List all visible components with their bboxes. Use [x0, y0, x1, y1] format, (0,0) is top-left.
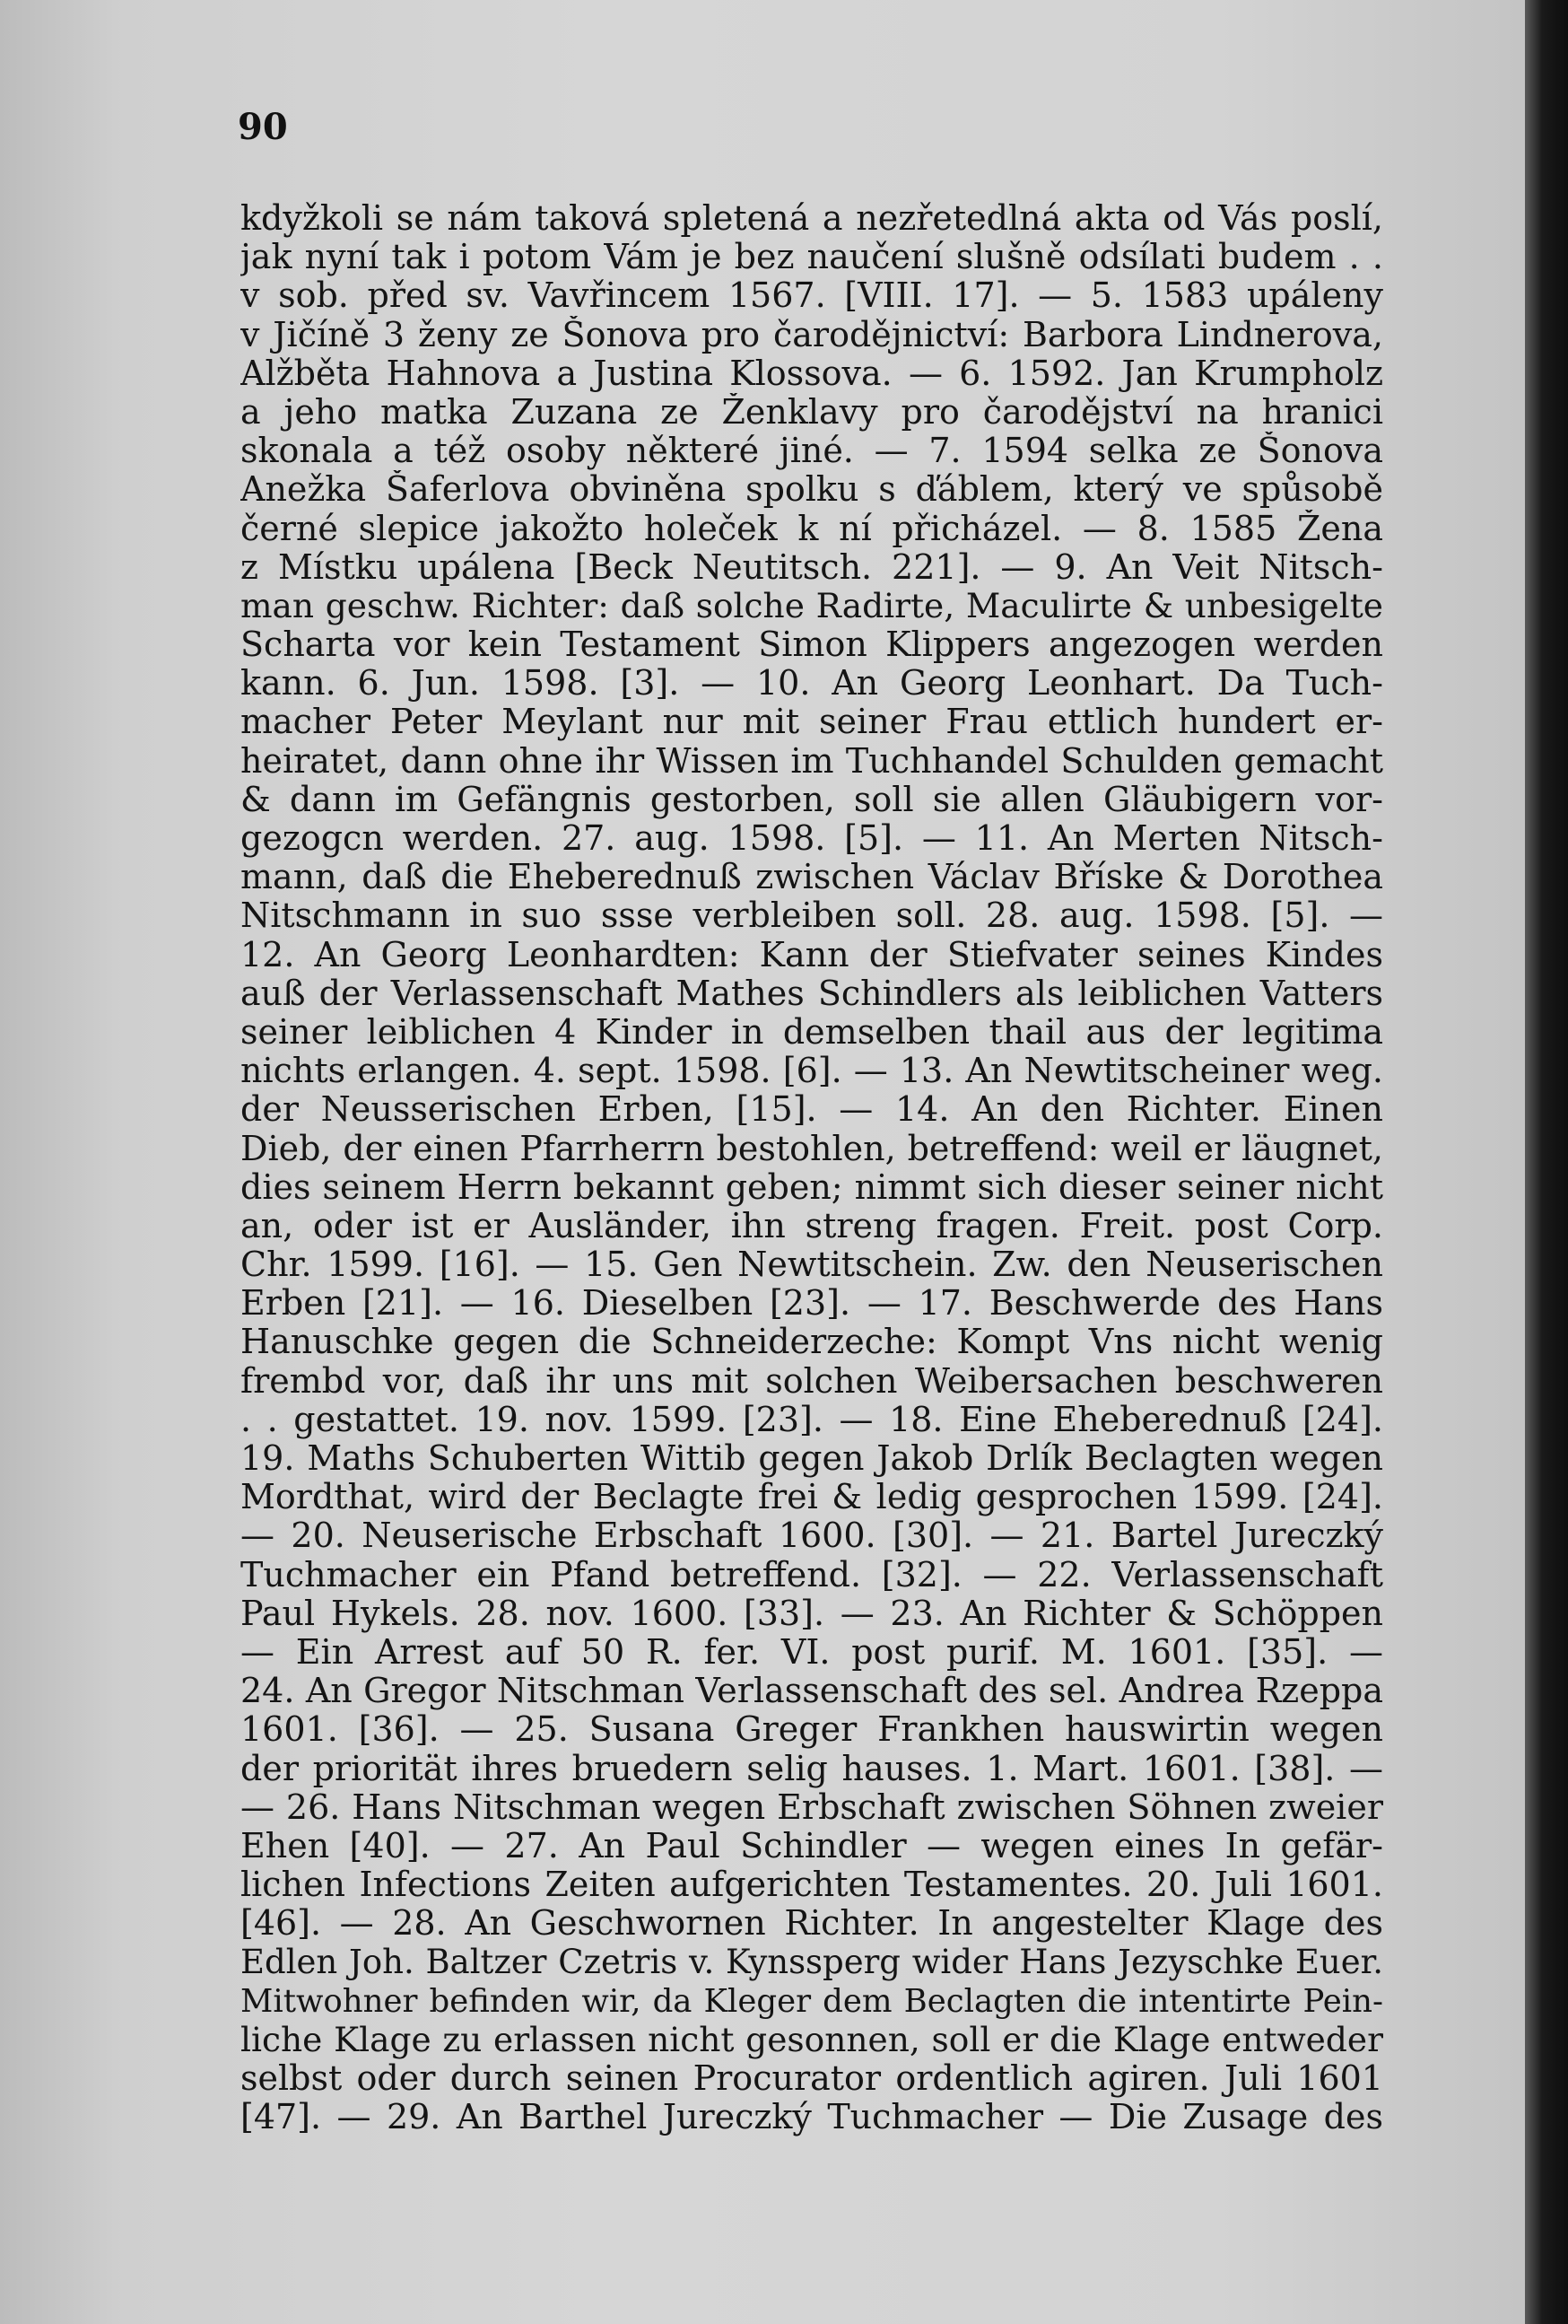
- text-line: 24. An Gregor Nitschman Verlassenschaft des sel. Andrea Rzeppa: [240, 1672, 1383, 1711]
- text-line: v sob. před sv. Vavřincem 1567. [VIII. 17]. — 5. 1583 upáleny: [240, 276, 1383, 316]
- text-line: Hanuschke gegen die Schneiderzeche: Kompt Vns nicht wenig: [240, 1323, 1383, 1362]
- text-line: auß der Verlassenschaft Mathes Schindlers als leiblichen Vatters: [240, 974, 1383, 1013]
- text-line: a jeho matka Zuzana ze Ženklavy pro čarodějství na hranici: [240, 392, 1383, 432]
- text-line: Erben [21]. — 16. Dieselben [23]. — 17. Beschwerde des Hans: [240, 1284, 1383, 1324]
- text-line: man geschw. Richter: daß solche Radirte, Maculirte & unbesigelte: [240, 586, 1383, 625]
- text-line: Nitschmann in suo ssse verbleiben soll. 28. aug. 1598. [5]. —: [240, 896, 1383, 936]
- text-line: Mitwohner befinden wir, da Kleger dem Beclagten die intentirte Pein-: [240, 1982, 1383, 2020]
- text-line: frembd vor, daß ihr uns mit solchen Weibersachen beschweren: [240, 1361, 1383, 1401]
- text-line: an, oder ist er Ausländer, ihn streng fragen. Freit. post Corp.: [240, 1206, 1383, 1245]
- text-line: [47]. — 29. An Barthel Jureczký Tuchmacher — Die Zusage des: [240, 2098, 1383, 2137]
- text-line: 1601. [36]. — 25. Susana Greger Frankhen hauswirtin wegen: [240, 1710, 1383, 1750]
- text-line: Paul Hykels. 28. nov. 1600. [33]. — 23. An Richter & Schöppen: [240, 1594, 1383, 1633]
- text-line: . . gestattet. 19. nov. 1599. [23]. — 18. Eine Eheberednuß [24].: [240, 1400, 1383, 1439]
- text-line: — 20. Neuserische Erbschaft 1600. [30]. — 21. Bartel Jureczký: [240, 1516, 1383, 1556]
- text-line: z Místku upálena [Beck Neutitsch. 221]. — 9. An Veit Nitsch-: [240, 547, 1383, 587]
- text-line: Ehen [40]. — 27. An Paul Schindler — wegen eines In gefär-: [240, 1826, 1383, 1865]
- text-line: seiner leiblichen 4 Kinder in demselben thail aus der legitima: [240, 1012, 1383, 1052]
- text-line: selbst oder durch seinen Procurator ordentlich agiren. Juli 1601: [240, 2059, 1383, 2098]
- text-line: Chr. 1599. [16]. — 15. Gen Newtitschein. Zw. den Neuserischen: [240, 1245, 1383, 1285]
- text-line: der priorität ihres bruedern selig hauses. 1. Mart. 1601. [38]. —: [240, 1749, 1383, 1788]
- text-line: kann. 6. Jun. 1598. [3]. — 10. An Georg Leonhart. Da Tuch-: [240, 664, 1383, 703]
- text-line: heiratet, dann ohne ihr Wissen im Tuchhandel Schulden gemacht: [240, 741, 1383, 781]
- text-line: jak nyní tak i potom Vám je bez naučení slušně odsílati budem . .: [240, 238, 1383, 277]
- text-line: mann, daß die Eheberednuß zwischen Václav Bříske & Dorothea: [240, 858, 1383, 897]
- text-line: der Neusserischen Erben, [15]. — 14. An den Richter. Einen: [240, 1090, 1383, 1130]
- text-line: nichts erlangen. 4. sept. 1598. [6]. — 13. An Newtitscheiner weg.: [240, 1052, 1383, 1091]
- text-line: — 26. Hans Nitschman wegen Erbschaft zwischen Söhnen zweier: [240, 1787, 1383, 1827]
- text-line: lichen Infections Zeiten aufgerichten Testamentes. 20. Juli 1601.: [240, 1865, 1383, 1905]
- text-line: 19. Maths Schuberten Wittib gegen Jakob Drlík Beclagten wegen: [240, 1439, 1383, 1478]
- text-line: macher Peter Meylant nur mit seiner Frau ettlich hundert er-: [240, 703, 1383, 742]
- text-line: 12. An Georg Leonhardten: Kann der Stiefvater seines Kindes: [240, 935, 1383, 974]
- text-line: & dann im Gefängnis gestorben, soll sie allen Gläubigern vor-: [240, 780, 1383, 819]
- text-line: Anežka Šaferlova obviněna spolku s ďáblem, který ve spůsobě: [240, 470, 1383, 510]
- text-line: dies seinem Herrn bekannt geben; nimmt sich dieser seiner nicht: [240, 1167, 1383, 1207]
- body-text: [240, 199, 1383, 2136]
- text-line: gezogcn werden. 27. aug. 1598. [5]. — 11. An Merten Nitsch-: [240, 819, 1383, 858]
- page-number: 90: [238, 106, 288, 148]
- text-line: Alžběta Hahnova a Justina Klossova. — 6. 1592. Jan Krumpholz: [240, 354, 1383, 393]
- text-line: Edlen Joh. Baltzer Czetris v. Kynssperg wider Hans Jezyschke Euer.: [240, 1943, 1383, 1982]
- text-line: Scharta vor kein Testament Simon Klippers angezogen werden: [240, 625, 1383, 665]
- text-line: — Ein Arrest auf 50 R. fer. VI. post purif. M. 1601. [35]. —: [240, 1632, 1383, 1672]
- text-line: kdyžkoli se nám taková spletená a nezřetedlná akta od Vás poslí,: [240, 199, 1383, 238]
- text-line: Mordthat, wird der Beclagte frei & ledig gesprochen 1599. [24].: [240, 1478, 1383, 1517]
- page-edge-shadow: [1525, 0, 1568, 2324]
- text-line: skonala a též osoby některé jiné. — 7. 1594 selka ze Šonova: [240, 432, 1383, 471]
- text-line: liche Klage zu erlassen nicht gesonnen, soll er die Klage entweder: [240, 2020, 1383, 2059]
- text-line: [46]. — 28. An Geschwornen Richter. In angestelter Klage des: [240, 1904, 1383, 1944]
- text-line: Tuchmacher ein Pfand betreffend. [32]. — 22. Verlassenschaft: [240, 1555, 1383, 1594]
- text-line: v Jičíně 3 ženy ze Šonova pro čarodějnictví: Barbora Lindnerova,: [240, 315, 1383, 354]
- text-line: černé slepice jakožto holeček k ní přicházel. — 8. 1585 Žena: [240, 509, 1383, 548]
- text-line: Dieb, der einen Pfarrherrn bestohlen, betreffend: weil er läugnet,: [240, 1129, 1383, 1168]
